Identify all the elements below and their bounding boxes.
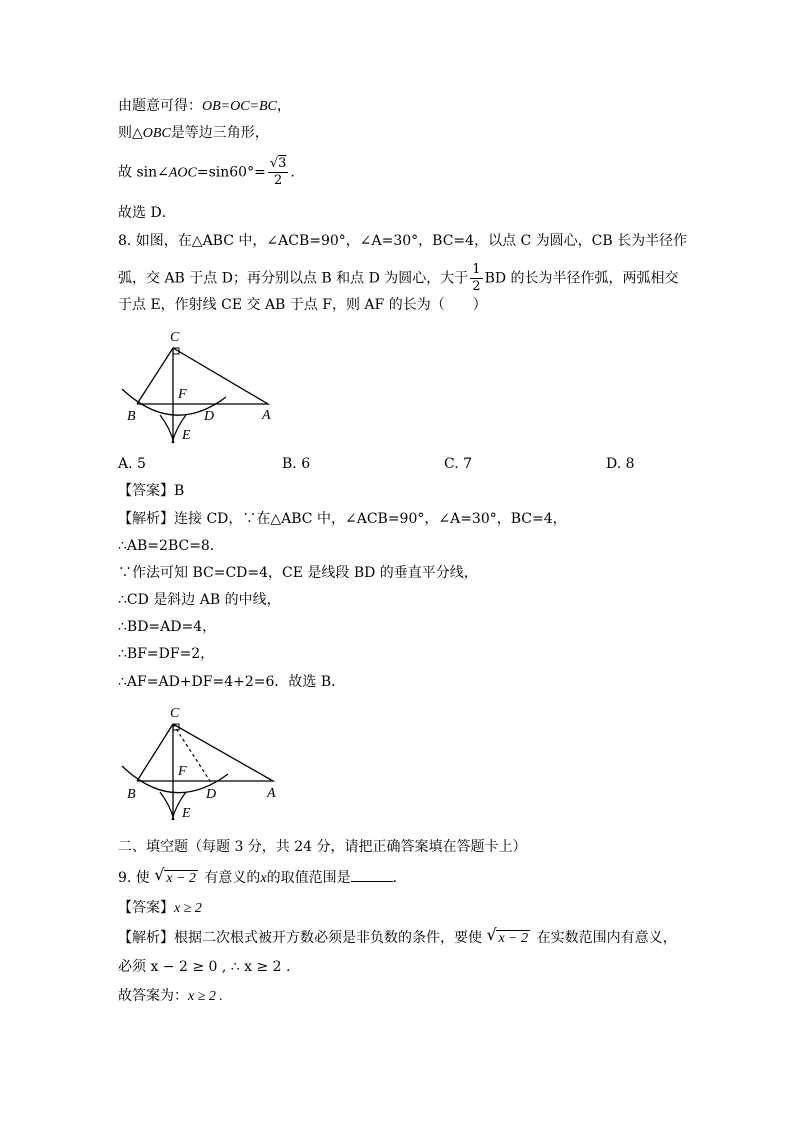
radicand-2: x − 2: [498, 931, 529, 946]
q9-analysis-1b: 在实数范围内有意义，: [536, 930, 677, 946]
prev-line-3-suffix: .: [290, 164, 295, 181]
prev-line-3-math: AOC: [168, 165, 197, 181]
label-b-2: B: [127, 787, 136, 802]
section-2-heading: 二、填空题（每题 3 分，共 24 分，请把正确答案填在答题卡上）: [118, 839, 527, 855]
prev-line-1-math: OB=OC=BC: [202, 99, 277, 114]
label-e: E: [182, 428, 191, 443]
label-e-2: E: [182, 806, 191, 821]
q8-analysis-5: ∴BD=AD=4，: [118, 619, 217, 635]
half-den: 2: [472, 279, 481, 294]
q9-analysis-1: [118, 928, 677, 949]
prev-line-2-math: OBC: [142, 126, 171, 141]
prev-line-1: [118, 96, 291, 117]
label-a-2: A: [267, 786, 276, 801]
q8-stem-line-2: [118, 262, 679, 295]
prev-line-3-mid: =sin60°=: [196, 164, 266, 181]
prev-line-2-suffix: 是等边三角形，: [170, 125, 269, 141]
label-d: D: [204, 409, 215, 424]
prev-line-3: [118, 156, 295, 189]
label-d-2: D: [206, 787, 217, 802]
half-fraction: [470, 262, 482, 295]
sqrt-expression-2: [488, 928, 530, 949]
q9-prefix: 9. 使: [118, 870, 150, 886]
q9-answer: [118, 898, 202, 919]
q8-analysis-1: 【解析】连接 CD，∵在△ABC 中，∠ACB=90°，∠A=30°，BC=4，: [118, 511, 567, 527]
prev-line-3-text: 故 sin∠: [118, 164, 169, 181]
q8-stem-line-1: 8. 如图，在△ABC 中，∠ACB=90°，∠A=30°，BC=4，以点 C 为圆心，CB 长为半径作: [118, 233, 688, 249]
label-c-2: C: [170, 706, 180, 721]
q9-analysis-1a: 【解析】根据二次根式被开方数必须是非负数的条件，要使: [118, 930, 482, 946]
frac-denominator: 2: [273, 173, 283, 188]
triangle-abc-2: [137, 724, 273, 781]
q8-stem-line-2b: BD 的长为半径作弧，两弧相交: [484, 270, 679, 287]
q8-figure: [110, 325, 290, 445]
q9-final: [118, 986, 223, 1007]
label-f-2: F: [178, 764, 187, 779]
q8-analysis-3: ∵作法可知 BC=CD=4，CE 是线段 BD 的垂直平分线，: [118, 565, 478, 581]
option-d[interactable]: D. 8: [606, 456, 635, 472]
option-c[interactable]: C. 7: [444, 456, 473, 472]
option-a[interactable]: A. 5: [118, 456, 146, 472]
frac-numerator: √3: [269, 156, 287, 171]
q9-final-label: 故答案为：: [118, 988, 188, 1004]
answer-blank[interactable]: [351, 867, 393, 882]
q8-analysis-2: ∴AB=2BC=8．: [118, 538, 224, 554]
q9-answer-value: x ≥ 2: [174, 901, 202, 916]
sqrt-expression: [156, 868, 198, 889]
q9-answer-label: 【答案】: [118, 900, 174, 916]
triangle-abc: [137, 348, 268, 404]
frac-num-value: 3: [278, 156, 287, 171]
label-b: B: [127, 409, 136, 424]
prev-line-2-text: 则△: [118, 125, 143, 141]
q9-stem: [118, 867, 407, 889]
label-c: C: [170, 330, 180, 345]
arc-e-left-2: [160, 792, 174, 820]
prev-line-1-text: 由题意可得：: [118, 98, 202, 114]
q8-stem-line-2a: 弧，交 AB 于点 D；再分别以点 B 和点 D 为圆心，大于: [118, 270, 469, 287]
q9-end: ．: [392, 870, 407, 886]
q9-final-value: x ≥ 2 .: [188, 989, 223, 1004]
q8-analysis-7: ∴AF=AD+DF=4+2=6．故选 B．: [118, 674, 346, 690]
half-num: 1: [472, 262, 481, 277]
q9-mid: 有意义的: [204, 870, 261, 886]
sqrt3-over-2: [268, 156, 289, 189]
q9-analysis-2: 必须 x − 2 ≥ 0 , ∴ x ≥ 2 .: [118, 959, 291, 975]
q8-stem-line-3: 于点 E，作射线 CE 交 AB 于点 F，则 AF 的长为（ ）: [118, 297, 487, 313]
radicand: x − 2: [166, 871, 196, 886]
q9-var: x: [260, 871, 267, 886]
prev-line-2: [118, 123, 269, 144]
q8-solution-figure: [110, 700, 290, 825]
q8-analysis-4: ∴CD 是斜边 AB 的中线，: [118, 592, 281, 608]
prev-line-4: 故选 D．: [118, 205, 176, 221]
arc-e-left: [160, 415, 174, 443]
label-f: F: [178, 387, 187, 402]
q8-analysis-6: ∴BF=DF=2，: [118, 646, 215, 662]
option-b[interactable]: B. 6: [282, 456, 311, 472]
prev-line-1-suffix: ，: [276, 98, 291, 114]
q8-answer: 【答案】B: [118, 483, 185, 499]
label-a: A: [262, 408, 271, 423]
q9-suffix: 的取值范围是: [266, 870, 351, 886]
